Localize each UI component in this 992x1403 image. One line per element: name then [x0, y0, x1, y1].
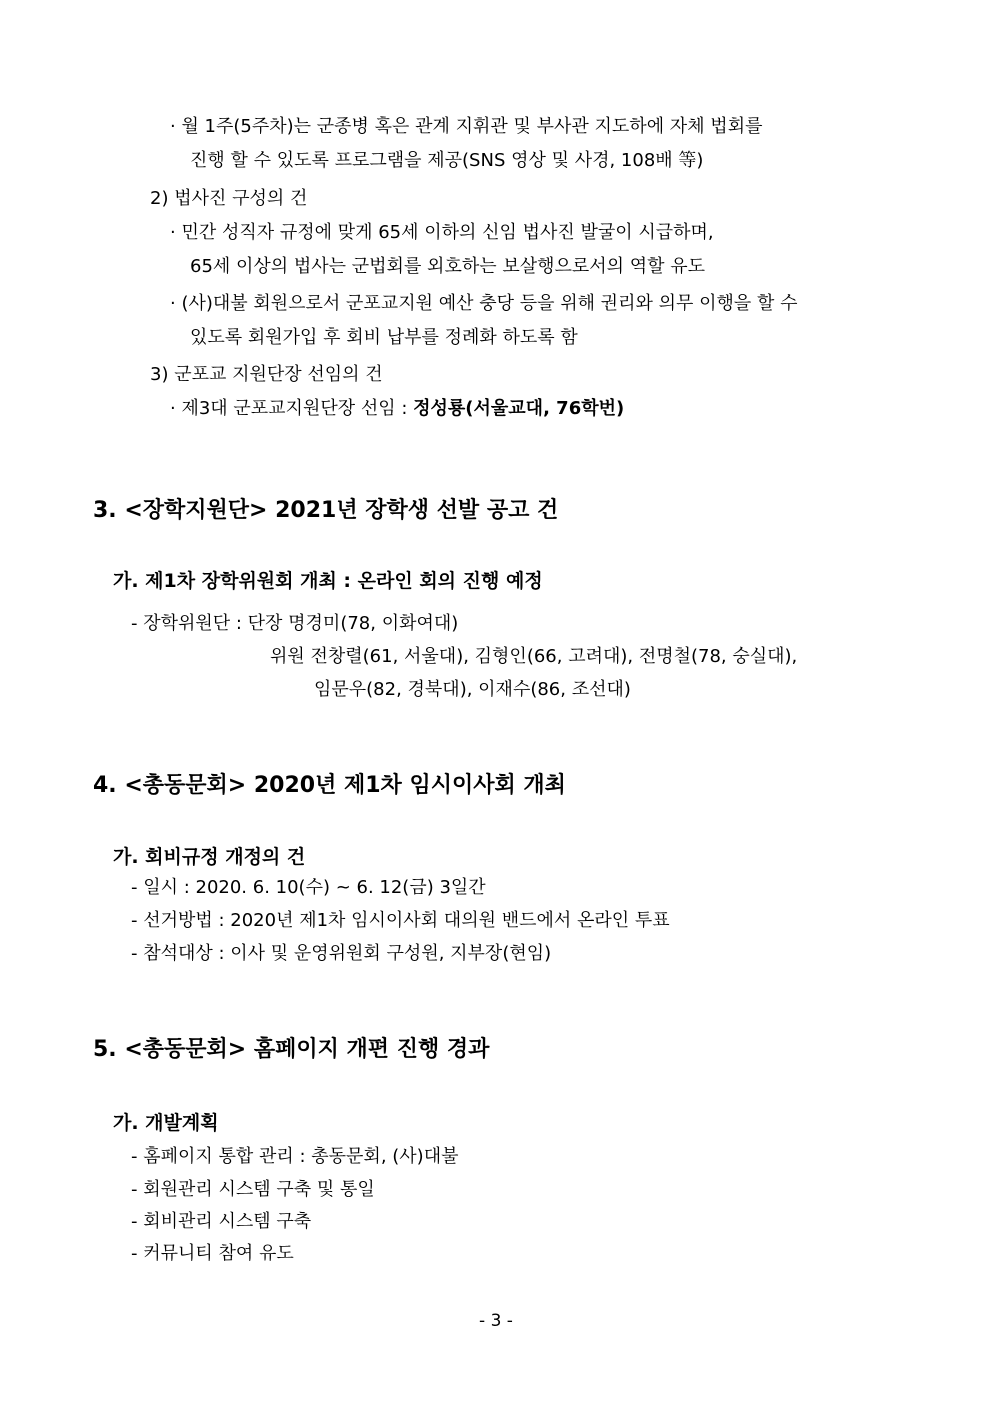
section5-item: - 커뮤니티 참여 유도 — [131, 1243, 294, 1264]
bullet-membership-line2: 있도록 회원가입 후 회비 납부를 정례화 하도록 함 — [190, 327, 578, 348]
section3-line2: 위원 전창렬(61, 서울대), 김형인(66, 고려대), 전명철(78, 숭실대), — [270, 646, 798, 667]
section5-heading: 5. <총동문회> 홈페이지 개편 진행 경과 — [93, 1037, 490, 1062]
bullet-weekly-dharma-line2: 진행 할 수 있도록 프로그램을 제공(SNS 영상 및 사경, 108배 等) — [190, 150, 704, 171]
section3-subhead: 가. 제1차 장학위원회 개최 : 온라인 회의 진행 예정 — [113, 570, 543, 592]
item-dharma-teacher-title: 2) 법사진 구성의 건 — [150, 188, 308, 209]
bullet-membership-line1: · (사)대불 회원으로서 군포교지원 예산 충당 등을 위해 권리와 의무 이행을 할 수 — [170, 293, 798, 314]
bullet-support-leader — [170, 398, 624, 420]
section5-subhead: 가. 개발계획 — [113, 1112, 219, 1134]
section4-item: - 참석대상 : 이사 및 운영위원회 구성원, 지부장(현임) — [131, 943, 552, 964]
section3-line1: - 장학위원단 : 단장 명경미(78, 이화여대) — [131, 613, 459, 634]
page-number: - 3 - — [479, 1311, 513, 1331]
bullet-weekly-dharma-line1: · 월 1주(5주차)는 군종병 혹은 관계 지휘관 및 부사관 지도하에 자체 법회를 — [170, 116, 763, 137]
section5-item: - 홈페이지 통합 관리 : 총동문회, (사)대불 — [131, 1146, 459, 1167]
section5-item: - 회원관리 시스템 구축 및 통일 — [131, 1179, 375, 1200]
bullet-teacher-recruit-line2: 65세 이상의 법사는 군법회를 외호하는 보살행으로서의 역할 유도 — [190, 256, 706, 277]
section4-subhead: 가. 회비규정 개정의 건 — [113, 846, 306, 868]
section4-item: - 선거방법 : 2020년 제1차 임시이사회 대의원 밴드에서 온라인 투표 — [131, 910, 670, 931]
bullet-support-leader-prefix: · 제3대 군포교지원단장 선임 : — [170, 398, 414, 419]
section5-item: - 회비관리 시스템 구축 — [131, 1211, 312, 1232]
section3-heading: 3. <장학지원단> 2021년 장학생 선발 공고 건 — [93, 498, 559, 523]
section3-line3: 임문우(82, 경북대), 이재수(86, 조선대) — [314, 679, 631, 700]
section4-item: - 일시 : 2020. 6. 10(수) ~ 6. 12(금) 3일간 — [131, 877, 486, 898]
support-leader-name: 정성룡(서울교대, 76학번) — [413, 398, 625, 419]
section4-heading: 4. <총동문회> 2020년 제1차 임시이사회 개최 — [93, 773, 566, 798]
bullet-teacher-recruit-line1: · 민간 성직자 규정에 맞게 65세 이하의 신임 법사진 발굴이 시급하며, — [170, 222, 714, 243]
item-support-leader-title: 3) 군포교 지원단장 선임의 건 — [150, 364, 383, 385]
